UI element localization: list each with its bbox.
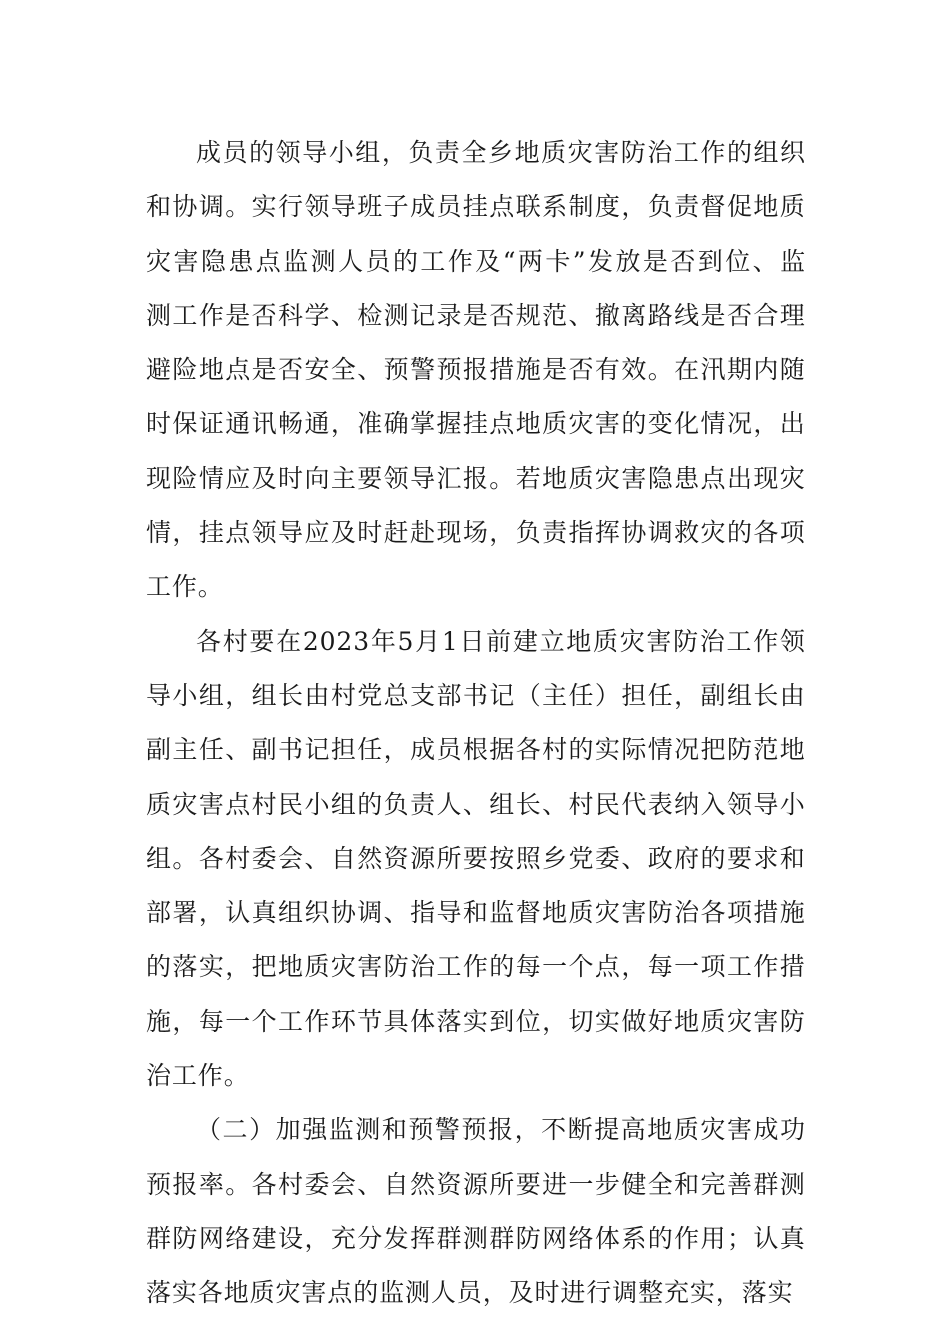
text-line: 施 ， 每 一 个 工 作 环 节 具 体 落 实 到 位 ， 切 实 做 好 地 质 灾 害 防 [146,1006,806,1036]
text-line: 现 险 情 应 及 时 向 主 要 领 导 汇 报 。 若 地 质 灾 害 隐 患 点 出 现 灾 [146,463,806,493]
text-line: （ 二 ） 加 强 监 测 和 预 警 预 报 ， 不 断 提 高 地 质 灾 害 成 功 [196,1115,806,1145]
text-line: 质 灾 害 点 村 民 小 组 的 负 责 人 、 组 长 、 村 民 代 表 纳 入 领 导 小 [146,789,806,819]
text-line: 测 工 作 是 否 科 学 、 检 测 记 录 是 否 规 范 、 撤 离 路 线 是 否 合 理 [146,300,806,330]
paragraph-p1 [146,126,806,615]
text-line: 群 防 网 络 建 设 ， 充 分 发 挥 群 测 群 防 网 络 体 系 的 作 用 ； 认 真 [146,1223,806,1253]
text-line: 各 村 要 在 2023 年 5 月 1 日 前 建 立 地 质 灾 害 防 治 工 作 领 [196,626,806,656]
text-line: 灾 害 隐 患 点 监 测 人 员 的 工 作 及 “ 两 卡 ” 发 放 是 否 到 位 、 监 [146,246,806,276]
text-line: 预 报 率 。 各 村 委 会 、 自 然 资 源 所 要 进 一 步 健 全 和 完 善 群 测 [146,1169,806,1199]
text-line: 工作。 [146,572,224,602]
text-line: 的 落 实 ， 把 地 质 灾 害 防 治 工 作 的 每 一 个 点 ， 每 一 项 工 作 措 [146,952,806,982]
text-line: 情 ， 挂 点 领 导 应 及 时 赶 赴 现 场 ， 负 责 指 挥 协 调 救 灾 的 各 项 [146,518,806,548]
text-line: 部 署 ， 认 真 组 织 协 调 、 指 导 和 监 督 地 质 灾 害 防 治 各 项 措 施 [146,898,806,928]
text-line: 避 险 地 点 是 否 安 全 、 预 警 预 报 措 施 是 否 有 效 。 在 汛 期 内 随 [146,355,806,385]
text-line: 成 员 的 领 导 小 组 ， 负 责 全 乡 地 质 灾 害 防 治 工 作 的 组 织 [196,138,806,167]
text-line: 和 协 调 。 实 行 领 导 班 子 成 员 挂 点 联 系 制 度 ， 负 责 督 促 地 质 [146,192,806,222]
text-line: 导 小 组 ， 组 长 由 村 党 总 支 部 书 记 （ 主 任 ） 担 任 ， 副 组 长 由 [146,680,806,710]
paragraph-p3 [146,1103,806,1320]
text-line: 时 保 证 通 讯 畅 通 ， 准 确 掌 握 挂 点 地 质 灾 害 的 变 化 情 况 ， 出 [146,409,806,439]
text-line: 组 。 各 村 委 会 、 自 然 资 源 所 要 按 照 乡 党 委 、 政 府 的 要 求 和 [146,843,806,873]
paragraph-p2 [146,615,806,1104]
text-line: 治工作。 [146,1061,250,1091]
text-line: 副 主 任 、 副 书 记 担 任 ， 成 员 根 据 各 村 的 实 际 情 况 把 防 范 地 [146,735,806,765]
text-line: 落实各地质灾害点的监测人员，及时进行调整充实，落实 [146,1278,794,1308]
document-body [146,126,806,1321]
